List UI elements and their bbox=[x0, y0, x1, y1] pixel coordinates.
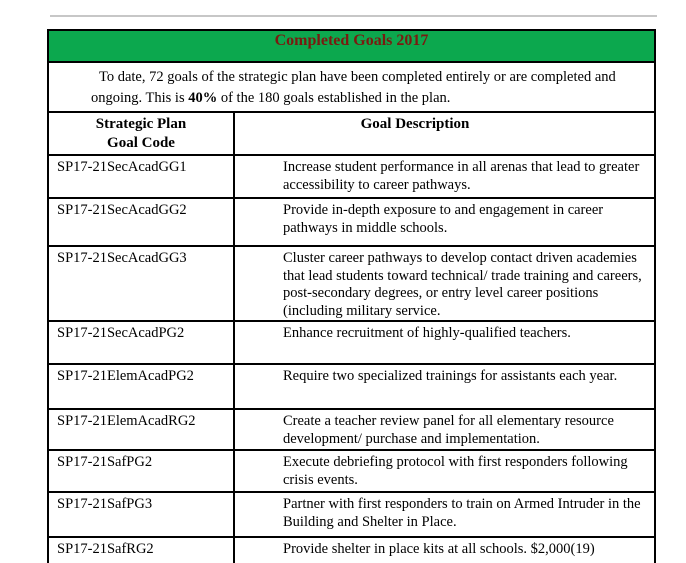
goal-code-header-line2: Goal Code bbox=[107, 135, 175, 151]
goal-description-cell: Require two specialized trainings for assistants each year. bbox=[234, 364, 655, 409]
column-header-row bbox=[48, 112, 655, 155]
table-row bbox=[48, 198, 655, 246]
intro-text-bold: 40% bbox=[188, 90, 218, 106]
completed-goals-table bbox=[47, 29, 656, 563]
table-title-bar bbox=[48, 30, 655, 62]
goal-description-cell: Create a teacher review panel for all elementary resource development/ purchase and implementation. bbox=[234, 409, 655, 450]
goal-description-cell: Provide shelter in place kits at all schools. $2,000(19) bbox=[234, 537, 655, 563]
column-header-goal-description: Goal Description bbox=[234, 112, 655, 155]
goal-code-cell: SP17-21SecAcadPG2 bbox=[48, 321, 234, 364]
table-row bbox=[48, 450, 655, 492]
table-title: Completed Goals 2017 bbox=[274, 32, 429, 49]
goal-code-cell: SP17-21SafPG2 bbox=[48, 450, 234, 492]
goal-code-cell: SP17-21SecAcadGG1 bbox=[48, 155, 234, 198]
goal-code-header-line1: Strategic Plan bbox=[95, 116, 187, 132]
table-row bbox=[48, 364, 655, 409]
goal-description-cell: Provide in-depth exposure to and engagement in career pathways in middle schools. bbox=[234, 198, 655, 246]
table-row bbox=[48, 409, 655, 450]
page-top-rule bbox=[50, 15, 657, 17]
goal-description-cell: Partner with first responders to train on Armed Intruder in the Building and Shelter in Place. bbox=[234, 492, 655, 537]
intro-cell bbox=[48, 62, 655, 112]
table-row bbox=[48, 155, 655, 198]
goal-code-cell: SP17-21SecAcadGG2 bbox=[48, 198, 234, 246]
table-row bbox=[48, 246, 655, 321]
table-row bbox=[48, 492, 655, 537]
goal-code-cell: SP17-21ElemAcadRG2 bbox=[48, 409, 234, 450]
goal-code-cell: SP17-21SecAcadGG3 bbox=[48, 246, 234, 321]
goal-description-cell: Increase student performance in all arenas that lead to greater accessibility to career pathways. bbox=[234, 155, 655, 198]
goal-code-cell: SP17-21SafPG3 bbox=[48, 492, 234, 537]
goal-code-cell: SP17-21ElemAcadPG2 bbox=[48, 364, 234, 409]
intro-row bbox=[48, 62, 655, 112]
goal-description-cell: Enhance recruitment of highly-qualified teachers. bbox=[234, 321, 655, 364]
goal-code-cell: SP17-21SafRG2 bbox=[48, 537, 234, 563]
goal-description-cell: Cluster career pathways to develop contact driven academies that lead students toward technical/ trade training and careers, post-secondary degrees, or entry level career positions (including military service. bbox=[234, 246, 655, 321]
table-row bbox=[48, 321, 655, 364]
column-header-goal-code bbox=[48, 112, 234, 155]
intro-text-part1: To date, 72 goals of the strategic plan have been completed entirely or are completed and ongoing. This is bbox=[91, 69, 616, 106]
goal-description-cell: Execute debriefing protocol with first responders following crisis events. bbox=[234, 450, 655, 492]
table-row bbox=[48, 537, 655, 563]
title-row bbox=[48, 30, 655, 62]
intro-text-part2: of the 180 goals established in the plan. bbox=[217, 90, 451, 106]
